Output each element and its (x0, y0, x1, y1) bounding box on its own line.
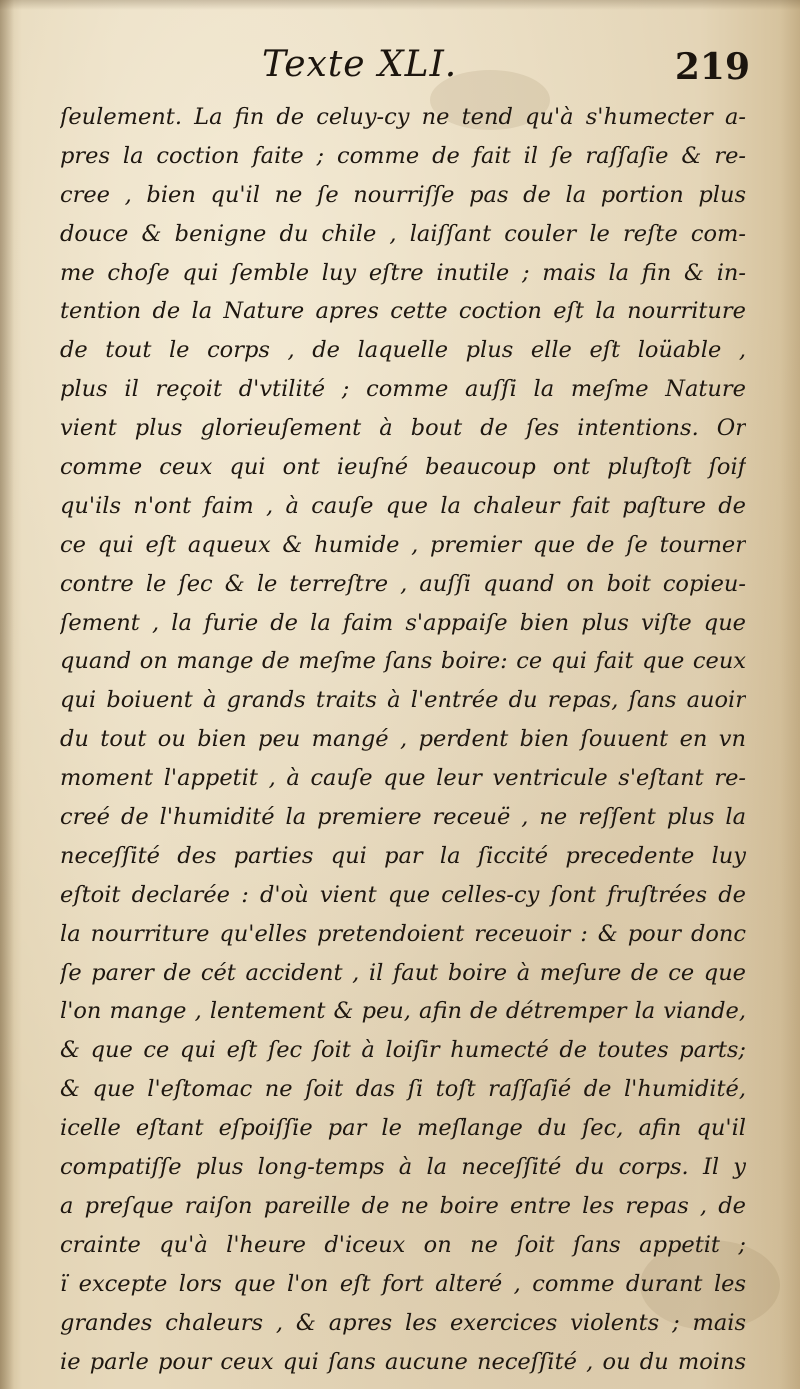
text-line: me choſe qui ſemble luy eſtre inutile ; mais la fin & in- (60, 259, 746, 286)
text-line: ſe parer de cét accident , il faut boire à meſure de ce que (60, 959, 746, 986)
text-line: compatiſſe plus long-temps à la neceſſité du corps. Il y (60, 1154, 746, 1181)
text-line: a preſque raiſon pareille de ne boire entre les repas , de (60, 1192, 746, 1219)
text-line: ce qui eſt aqueux & humide , premier que de ſe tourner (60, 531, 746, 558)
text-line: & que ce qui eſt ſec ſoit à loiſir humecté de toutes parts; (60, 1037, 746, 1064)
text-line: icelle eſtant eſpoiſſie par le meſlange du ſec, afin qu'il (60, 1115, 746, 1142)
text-line: tention de la Nature apres cette coction eſt la nourriture (60, 298, 746, 325)
text-line: ie parle pour ceux qui ſans aucune neceſſité , ou du moins (60, 1348, 746, 1375)
page-number: 219 (674, 46, 750, 88)
text-line: ï excepte lors que l'on eſt fort alteré , comme durant les (60, 1270, 746, 1297)
running-head: Texte XLI. (262, 44, 458, 85)
text-line: du tout ou bien peu mangé , perdent bien ſouuent en vn (60, 726, 746, 753)
text-line: contre le ſec & le terreſtre , auſſi quand on boit copieu- (60, 570, 746, 597)
text-line: neceſſité des parties qui par la ſiccité precedente luy (60, 842, 746, 869)
text-line: ſeulement. La fin de celuy-cy ne tend qu'à s'humecter a- (60, 104, 746, 130)
text-line: vient plus glorieuſement à bout de ſes intentions. Or (60, 415, 746, 442)
text-line: grandes chaleurs , & apres les exercices violents ; mais (60, 1309, 746, 1336)
text-line: l'on mange , lentement & peu, afin de détremper la viande, (60, 998, 746, 1025)
text-line: douce & benigne du chile , laiſſant couler le reſte com- (60, 220, 746, 247)
text-line: & que l'eſtomac ne ſoit das ſi toſt raſſaſié de l'humidité, (60, 1076, 746, 1103)
text-line: plus il reçoit d'vtilité ; comme auſſi la meſme Nature (60, 376, 746, 403)
text-line: comme ceux qui ont ieuſné beaucoup ont pluſtoſt ſoif (60, 454, 746, 481)
text-line: de tout le corps , de laquelle plus elle eſt loüable , (60, 337, 746, 364)
text-line: qu'ils n'ont faim , à cauſe que la chaleur fait paſture de (60, 492, 746, 519)
top-edge-shadow (0, 0, 800, 10)
text-line: creé de l'humidité la premiere receuë , ne reſſent plus la (60, 804, 746, 831)
text-line: cree , bien qu'il ne ſe nourriſſe pas de la portion plus (60, 181, 746, 208)
text-line: pres la coction faite ; comme de fait il ſe raſſaſie & re- (60, 142, 746, 169)
body-text (60, 98, 746, 1381)
text-line: eſtoit declarée : d'où vient que celles-cy ſont fruſtrées de (60, 881, 746, 908)
text-line: ſement , la furie de la faim s'appaiſe bien plus viſte que (60, 609, 746, 636)
text-line: crainte qu'à l'heure d'iceux on ne ſoit ſans appetit ; (60, 1231, 746, 1258)
text-line: quand on mange de meſme ſans boire: ce qui fait que ceux (60, 648, 746, 675)
text-line: la nourriture qu'elles pretendoient receuoir : & pour donc (60, 920, 746, 947)
text-line: moment l'appetit , à cauſe que leur ventricule s'eſtant re- (60, 765, 746, 792)
page-header (60, 40, 750, 92)
text-line: qui boiuent à grands traits à l'entrée du repas, ſans auoir (60, 687, 746, 714)
spine-shadow (0, 0, 14, 1389)
